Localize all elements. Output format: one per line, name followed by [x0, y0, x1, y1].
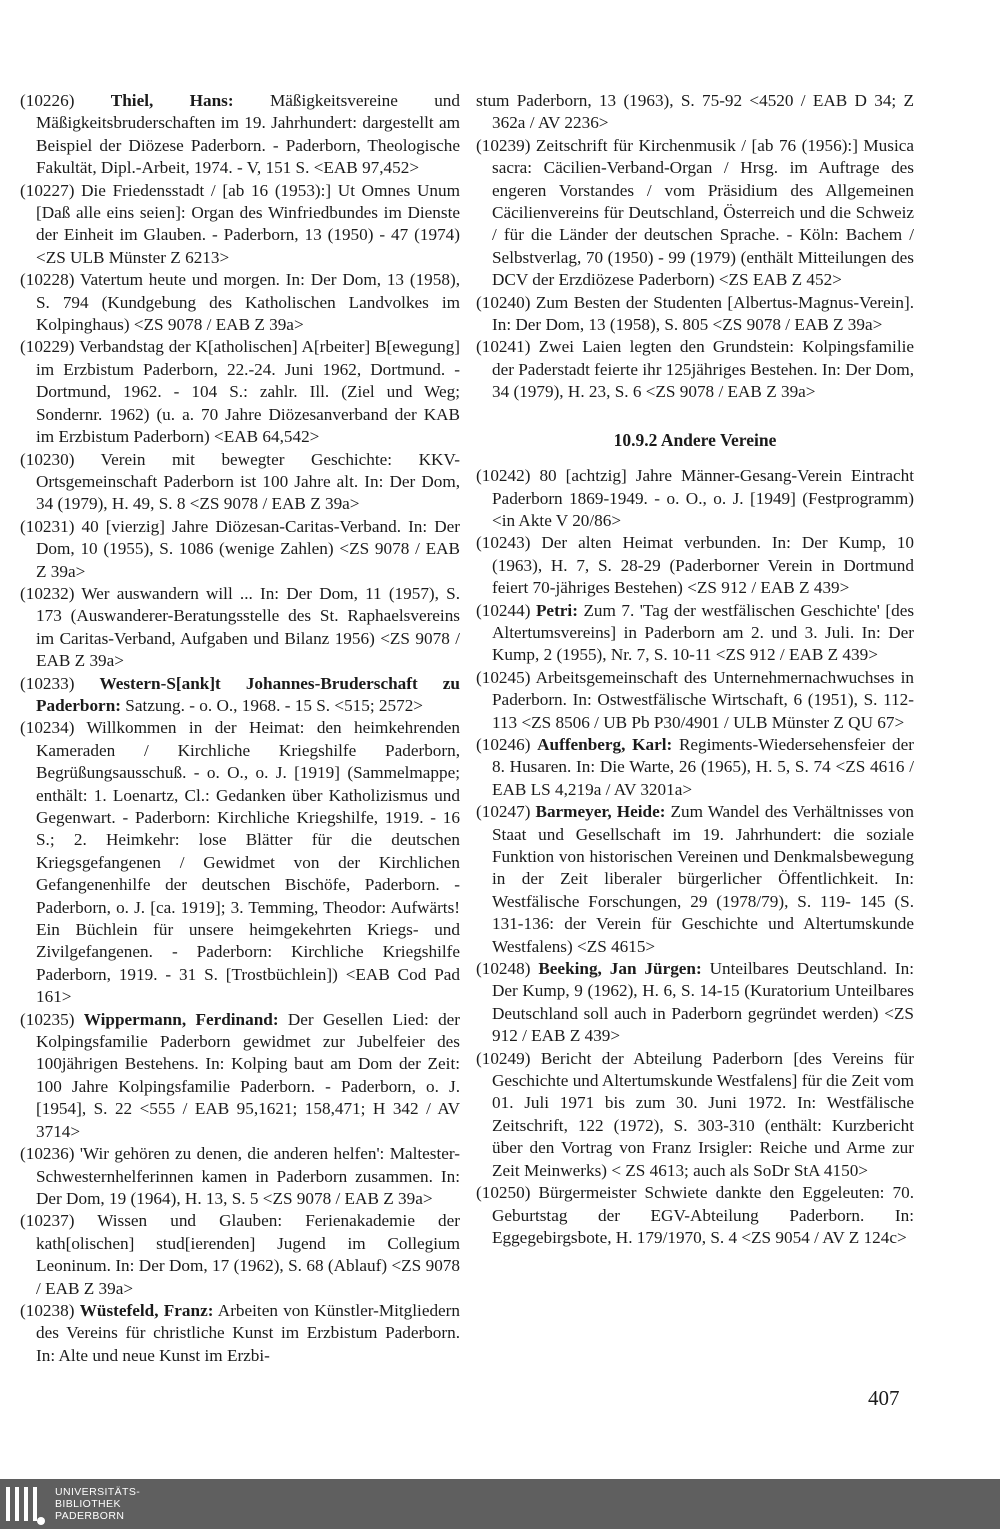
- entry-author: Western-S[ank]t Johannes-Bruderschaft zu Paderborn:: [36, 673, 460, 715]
- entry-text: Zum Wandel des Verhältnisses von Staat und Gesellschaft im 19. Jahrhundert: die soziale Funktion von historischen Vereinen und Denkmalsbewegung in der Zeit liberaler bürgerlicher Öffentlichkeit. In: Westfälische Forschungen, 29 (1978/79), S. 119- 145 (S. 131-136: der Verein für Geschichte und Altertumskunde Westfalens) <ZS 4615>: [492, 802, 915, 956]
- bibliography-entry: [20, 269, 460, 336]
- entry-author: Petri:: [535, 600, 578, 620]
- entry-number: (10234): [20, 718, 75, 738]
- entry-text: Vatertum heute und morgen. In: Der Dom, 13 (1958), S. 794 (Kundgebung des Katholischen Landvolkes im Kolpinghaus) <ZS 9078 / EAB Z 39a>: [36, 270, 460, 335]
- entry-text: Zwei Laien legten den Grundstein: Kolpingsfamilie der Paderstadt feierte ihr 125jähriges Bestehen. In: Der Dom, 34 (1979), H. 23, S. 6 <ZS 9078 / EAB Z 39a>: [492, 337, 915, 402]
- bibliography-entry: [20, 1300, 460, 1367]
- entry-number: (10236): [20, 1144, 75, 1164]
- entry-number: (10238): [20, 1300, 75, 1320]
- entry-text: Der alten Heimat verbunden. In: Der Kump, 10 (1963), H. 7, S. 28-29 (Paderborner Verein in Dortmund feiert 70-jähriges Bestehen) <ZS 912 / EAB Z 439>: [492, 533, 915, 598]
- entry-text: Satzung. - o. O., 1968. - 15 S. <515; 2572>: [125, 695, 423, 715]
- bibliography-entry: [20, 516, 460, 583]
- entry-text: 80 [achtzig] Jahre Männer-Gesang-Verein Eintracht Paderborn 1869-1949. - o. O., o. J. [1949] (Festprogramm) <in Akte V 20/86>: [492, 466, 914, 530]
- entry-number: (10231): [20, 516, 75, 536]
- entry-author: Thiel, Hans:: [110, 91, 234, 110]
- entry-number: (10227): [20, 180, 75, 200]
- entry-number: (10245): [476, 667, 531, 687]
- entry-number: (10239): [476, 135, 531, 155]
- entry-number: (10243): [476, 533, 531, 553]
- bibliography-entry: [476, 532, 914, 599]
- entry-number: (10249): [476, 1048, 531, 1068]
- bibliography-entry: [20, 673, 460, 718]
- bibliography-entry: [476, 1182, 914, 1249]
- logo-line-3: PADERBORN: [55, 1510, 125, 1522]
- bibliography-entry: [20, 449, 460, 516]
- left-column: [20, 90, 460, 1367]
- entry-number: (10242): [476, 466, 531, 486]
- bibliography-entry: [476, 958, 914, 1048]
- entry-number: (10247): [476, 802, 531, 822]
- entry-number: (10237): [20, 1211, 75, 1231]
- entry-text: Zum 7. 'Tag der westfälischen Geschichte' [des Altertumsvereins] in Paderborn am 2. und 3. Juli. In: Der Kump, 2 (1955), Nr. 7, S. 10-11 <ZS 912 / EAB Z 439>: [492, 600, 915, 665]
- bibliography-entry: [476, 135, 914, 292]
- entry-text: Bürgermeister Schwiete dankte den Eggeleuten: 70. Geburtstag der EGV-Abteilung Paderborn. In: Eggegebirgsbote, H. 179/1970, S. 4 <ZS 9054 / AV Z 124c>: [492, 1183, 914, 1247]
- entry-text: Wer auswandern will ... In: Der Dom, 11 (1957), S. 173 (Auswanderer-Beratungsstelle des St. Raphaelsvereins im Caritas-Verband, Aufgaben und Bilanz 1956) <ZS 9078 / EAB Z 39a>: [36, 583, 460, 671]
- entry-number: (10241): [476, 337, 531, 357]
- entry-text: Zeitschrift für Kirchenmusik / [ab 76 (1956):] Musica sacra: Cäcilien-Verband-Organ / Hrsg. im Auftrage des engeren Vorstandes / vom Präsidium des Allgemeinen Cäcilienvereins für Deutschland, Österreich und die Schweiz / für die Länder der deutschen Sprache. - Köln: Bachem / Selbstverlag, 70 (1950) - 99 (1979) (enthält Mitteilungen des DCV der Erzdiözese Paderborn) <ZS EAB Z 452>: [492, 135, 914, 290]
- right-column-top-entries: [476, 90, 914, 404]
- entry-number: (10228): [20, 270, 75, 290]
- right-column: [476, 90, 914, 1249]
- bibliography-entry: [476, 465, 914, 532]
- entry-text: Willkommen in der Heimat: den heimkehrenden Kameraden / Kirchliche Kriegshilfe Paderborn, Begrüßungsausschuß. - o. O., o. J. [1919] (Sammelmappe; enthält: 1. Loenartz, Cl.: Gedanken über Katholizismus und Gegenwart. - Paderborn: Kirchliche Kriegshilfe, 1919. - 16 S.; 2. Heimkehr: lose Blätter für die deutschen Kriegsgefangenen / Gewidmet von der Kirchlichen Gefangenenhilfe der deutschen Bischöfe, Paderborn. - Paderborn, o. J. [ca. 1919]; 3. Temming, Theodor: Aufwärts! Ein Büchlein für unsere heimgekehrten Kriegs- und Zivilgefangenen. - Paderborn: Kirchliche Kriegshilfe Paderborn, 1919. - 31 S. [Trostbüchlein]) <EAB Cod Pad 161>: [36, 718, 460, 1007]
- entry-text: Unteilbares Deutschland. In: Der Kump, 9 (1962), H. 6, S. 14-15 (Kuratorium Unteilbares Deutschland soll auch in Paderborn gegründet werden) <ZS 912 / EAB Z 439>: [492, 959, 914, 1046]
- entry-number: (10226): [20, 91, 75, 110]
- entry-number: (10232): [20, 583, 75, 603]
- entry-number: (10244): [476, 600, 531, 620]
- entry-text: Die Friedensstadt / [ab 16 (1953):] Ut Omnes Unum [Daß alle eins seien]: Organ des Winfriedbundes im Dienste der Einheit im Glauben. - Paderborn, 13 (1950) - 47 (1974) <ZS ULB Münster Z 6213>: [36, 180, 460, 267]
- bibliography-entry: [20, 1210, 460, 1300]
- entry-text: 40 [vierzig] Jahre Diözesan-Caritas-Verband. In: Der Dom, 10 (1955), S. 1086 (wenige Zahlen) <ZS 9078 / EAB Z 39a>: [36, 516, 460, 581]
- bibliography-entry: [476, 90, 914, 135]
- entry-number: (10248): [476, 959, 531, 979]
- entry-text: Regiments-Wiedersehensfeier der 8. Husaren. In: Die Warte, 26 (1965), H. 5, S. 74 <ZS 4616 / EAB LS 4,219a / AV 3201a>: [492, 734, 915, 799]
- entry-author: Beeking, Jan Jürgen:: [538, 959, 702, 979]
- entry-text: Der Gesellen Lied: der Kolpingsfamilie Paderborn gewidmet zur Jubelfeier des 100jährigen Bestehens. In: Kolping baut am Dom der Zeit: 100 Jahre Kolpingsfamilie Paderborn. - Paderborn, o. J. [1954], S. 22 <555 / EAB 95,1621; 158,471; H 342 / AV 3714>: [36, 1009, 461, 1141]
- entry-number: (10230): [20, 449, 75, 469]
- bibliography-entry: [20, 583, 460, 673]
- logo-line-2: BIBLIOTHEK: [55, 1498, 121, 1510]
- entry-text: Bericht der Abteilung Paderborn [des Vereins für Geschichte und Altertumskunde Westfalens] für die Zeit vom 01. Juli 1971 bis zum 30. Juni 1972. In: Westfälische Zeitschrift, 122 (1972), S. 303-310 (enthält: Kurzbericht über den Vortrag von Franz Irsigler: Reiche und Arme zur Zeit Meinwerks) < ZS 4613; auch als SoDr StA 4150>: [492, 1048, 915, 1180]
- entry-text: Arbeitsgemeinschaft des Unternehmernachwuchses in Paderborn. In: Ostwestfälische Wirtschaft, 6 (1951), S. 112-113 <ZS 8506 / UB Pb P30/4901 / ULB Münster Z QU 67>: [492, 667, 914, 732]
- entry-text: Verbandstag der K[atholischen] A[rbeiter] B[ewegung] im Erzbistum Paderborn, 22.-24. Juni 1962, Dortmund. - Dortmund, 1962. - 104 S.: zahlr. Ill. (Ziel und Weg; Sondernr. 1962) (u. a. 70 Jahre Diözesanverband der KAB im Erzbistum Paderborn) <EAB 64,542>: [36, 337, 460, 447]
- bibliography-entry: [476, 336, 914, 403]
- entry-text: Zum Besten der Studenten [Albertus-Magnus-Verein]. In: Der Dom, 13 (1958), S. 805 <ZS 9078 / EAB Z 39a>: [492, 292, 914, 335]
- logo-line-1: UNIVERSITÄTS-: [55, 1486, 141, 1498]
- bibliography-entry: [20, 90, 460, 180]
- entry-text: stum Paderborn, 13 (1963), S. 75-92 <4520 / EAB D 34; Z 362a / AV 2236>: [476, 91, 914, 133]
- library-logo-text: [55, 1486, 140, 1522]
- entry-author: Barmeyer, Heide:: [535, 802, 666, 822]
- entry-number: (10240): [476, 292, 531, 312]
- bibliography-entry: [476, 292, 914, 337]
- entry-text: 'Wir gehören zu denen, die anderen helfen': Maltester-Schwesternhelferinnen kamen in Paderborn zusammen. In: Der Dom, 19 (1964), H. 13, S. 5 <ZS 9078 / EAB Z 39a>: [36, 1144, 460, 1208]
- entry-text: Wissen und Glauben: Ferienakademie der kath[olischen] stud[ierenden] Jugend im Collegium Leoninum. In: Der Dom, 17 (1962), S. 68 (Ablauf) <ZS 9078 / EAB Z 39a>: [36, 1211, 460, 1298]
- section-heading: 10.9.2 Andere Vereine: [613, 429, 777, 450]
- entry-number: (10233): [20, 673, 75, 693]
- right-column-bottom-entries: [476, 465, 914, 1249]
- entry-text: Mäßigkeitsvereine und Mäßigkeitsbruderschaften im 19. Jahrhundert: dargestellt am Beispiel der Diözese Paderborn. - Paderborn, Theologische Fakultät, Dipl.-Arbeit, 1974. - V, 151 S. <EAB 97,452>: [36, 91, 460, 178]
- logo-dot-icon: [37, 1517, 45, 1525]
- bibliography-entry: [20, 717, 460, 1008]
- page-number: 407: [868, 1386, 900, 1410]
- bibliography-entry: [20, 336, 460, 448]
- bibliography-entry: [476, 600, 914, 667]
- bibliography-entry: [476, 667, 914, 734]
- entry-text: Verein mit bewegter Geschichte: KKV-Ortsgemeinschaft Paderborn ist 100 Jahre alt. In: Der Dom, 34 (1979), H. 49, S. 8 <ZS 9078 / EAB Z 39a>: [36, 449, 460, 514]
- entry-author: Wippermann, Ferdinand:: [83, 1009, 279, 1029]
- library-footer-bar: [0, 1479, 1000, 1529]
- bibliography-entry: [20, 1009, 460, 1143]
- entry-number: (10250): [476, 1183, 531, 1203]
- bibliography-entry: [476, 1048, 914, 1182]
- entry-author: Auffenberg, Karl:: [537, 734, 673, 754]
- entry-number: (10235): [20, 1009, 75, 1029]
- entry-author: Wüstefeld, Franz:: [79, 1300, 214, 1320]
- bibliography-entry: [20, 180, 460, 270]
- entry-number: (10246): [476, 734, 531, 754]
- entry-text: Arbeiten von Künstler-Mitgliedern des Vereins für christliche Kunst im Erzbistum Paderborn. In: Alte und neue Kunst im Erzbi-: [36, 1300, 460, 1365]
- bibliography-entry: [476, 734, 914, 801]
- bibliography-entry: [476, 801, 914, 958]
- entry-number: (10229): [20, 337, 75, 357]
- bibliography-entry: [20, 1143, 460, 1210]
